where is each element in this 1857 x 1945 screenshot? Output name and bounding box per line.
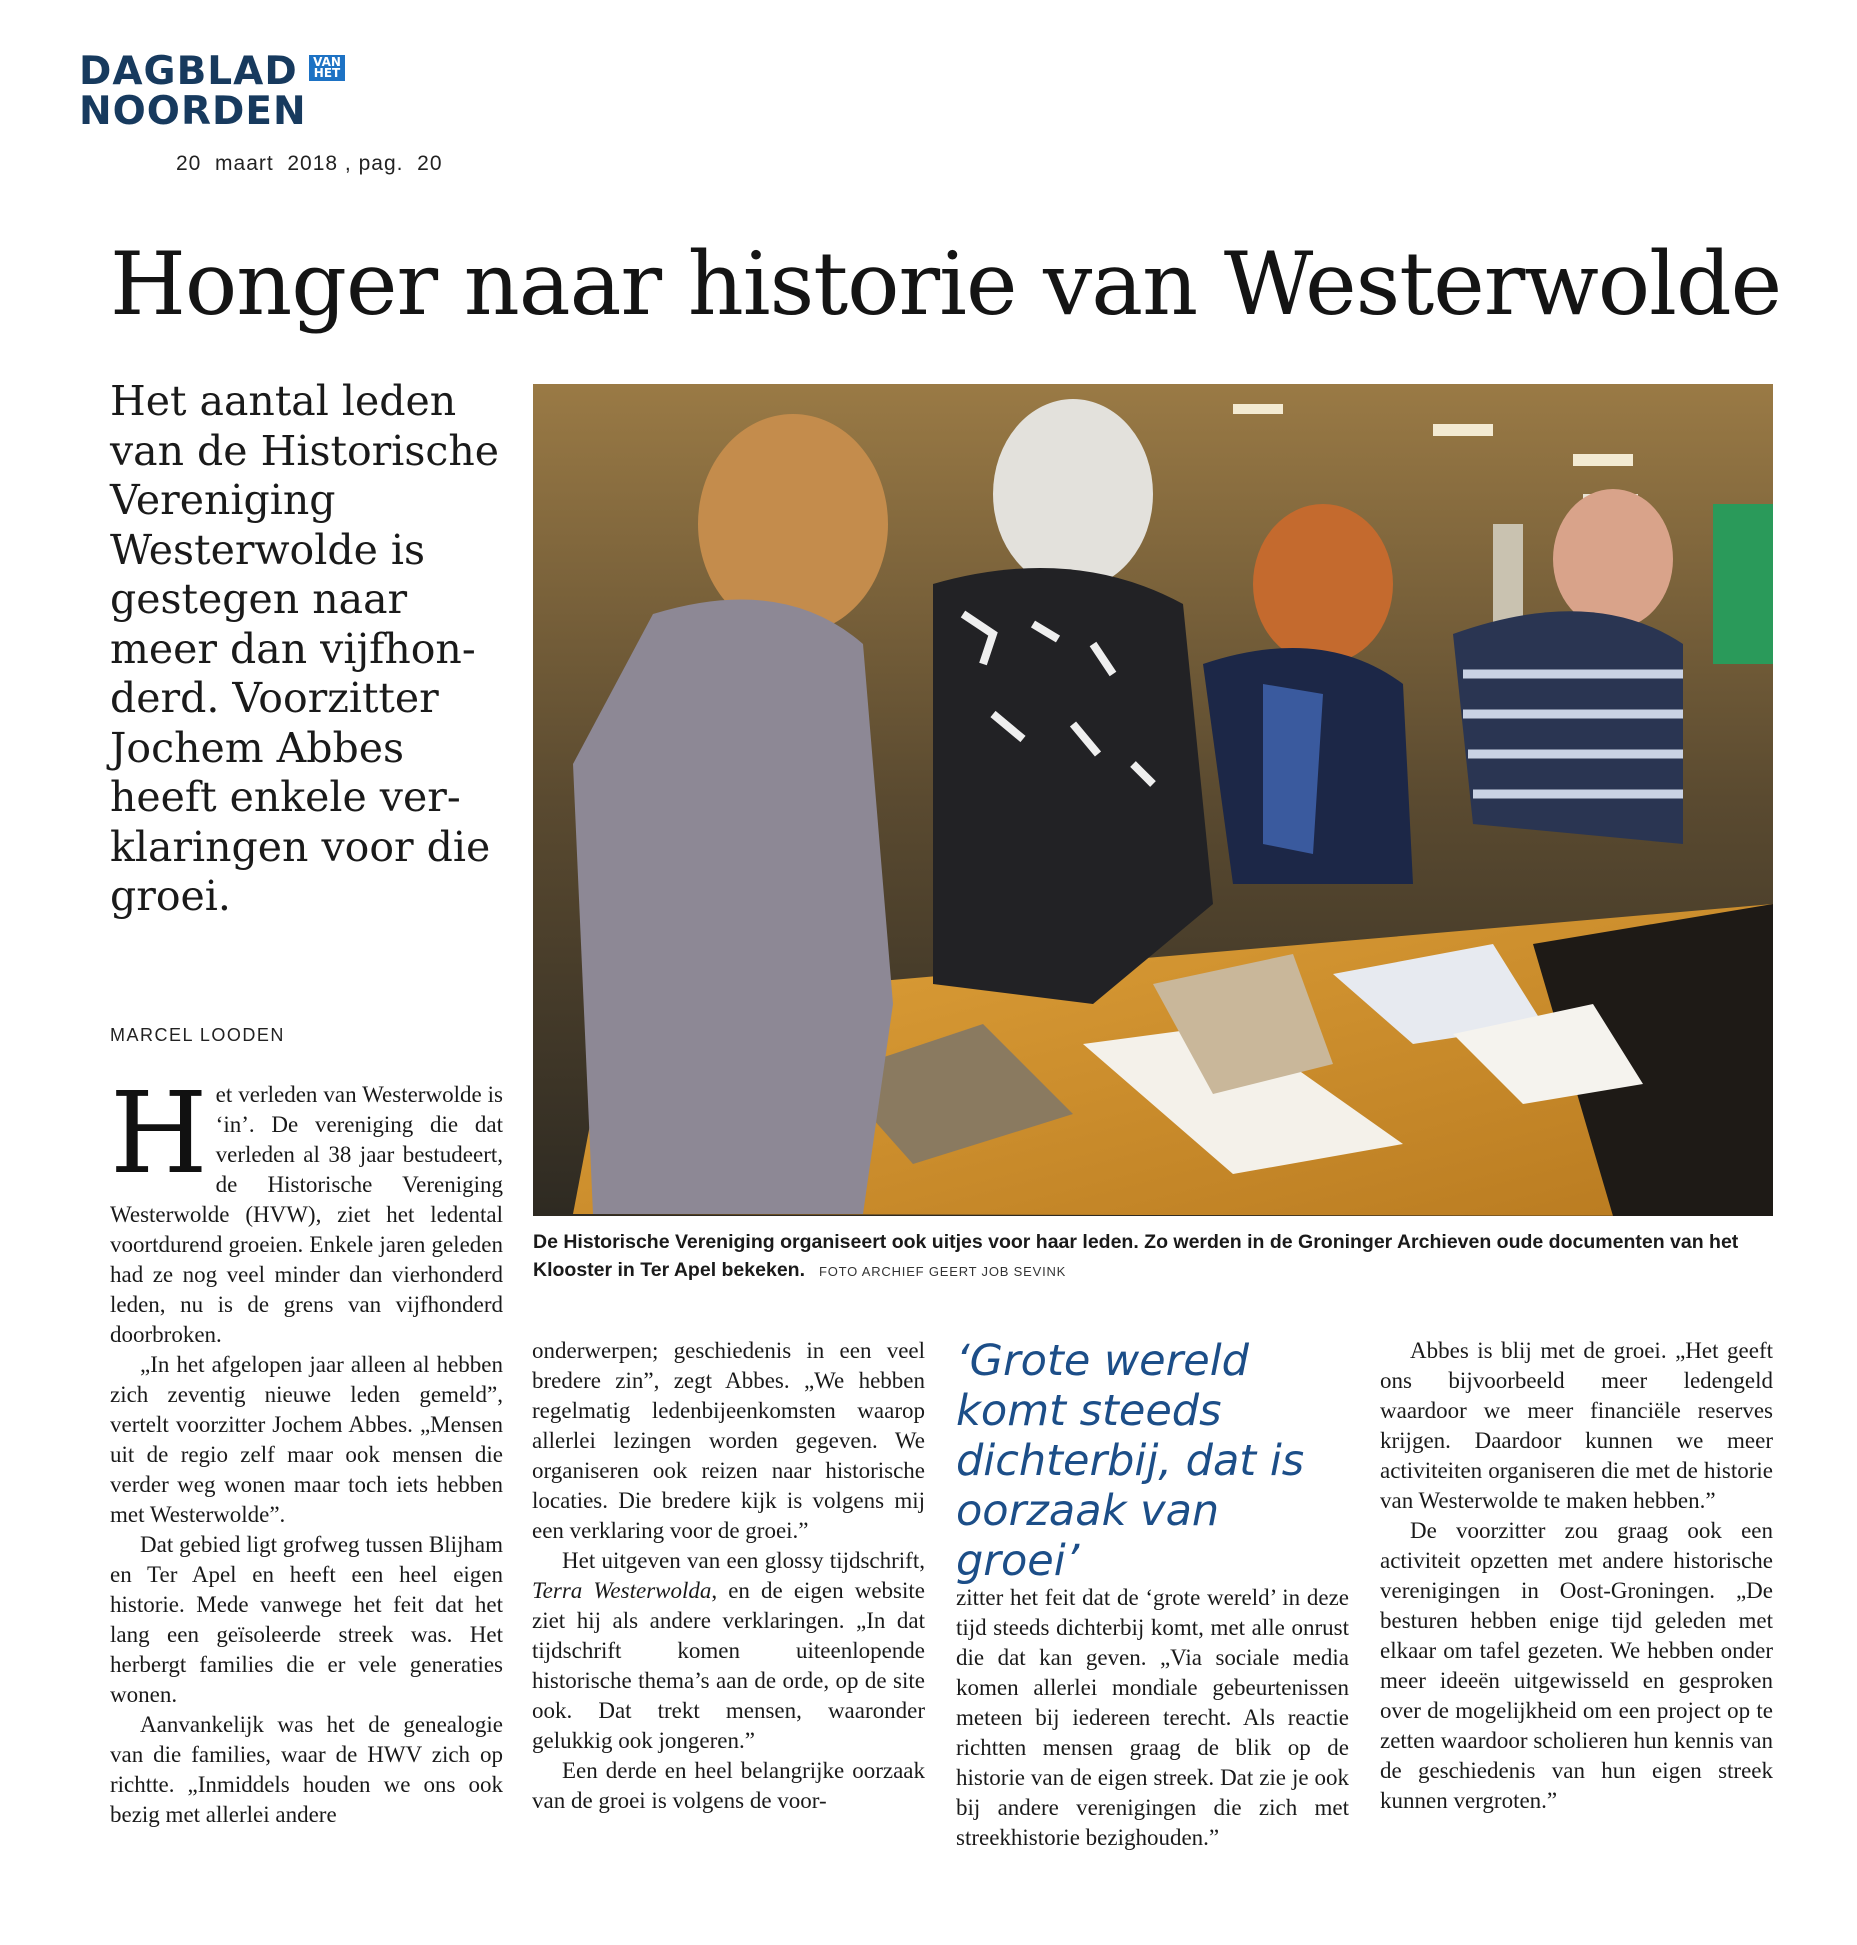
paragraph: Abbes is blij met de groei. „Het geeft ons bijvoorbeeld meer ledengeld waardoor we meer financiële reserves krijgen. Daardoor kunnen we meer activiteiten organiseren die met de historie van Westerwolde te maken hebben.” — [1380, 1338, 1773, 1513]
paragraph: Een derde en heel belangrijke oorzaak van de groei is volgens de voor- — [532, 1758, 925, 1813]
logo-badge: VAN HET — [309, 55, 345, 81]
paragraph: De voorzitter zou graag ook een activiteit opzetten met andere historische verenigingen in Oost-Groningen. „De besturen hebben enige tijd geleden met elkaar om tafel gezeten. We hebben onder meer ideeën uitgewisseld en gesproken over de mogelijkheid om een project op te zetten waardoor scholieren hun kennis van de geschiedenis van hun eigen streek kunnen vergroten.” — [1380, 1518, 1773, 1813]
drop-cap: H — [110, 1069, 208, 1199]
magazine-title: Terra Westerwolda — [532, 1578, 712, 1603]
photo-credit: FOTO ARCHIEF GEERT JOB SEVINK — [819, 1264, 1067, 1279]
newspaper-logo — [79, 49, 359, 134]
dateline: 20 maart 2018 , pag. 20 — [176, 152, 443, 175]
byline: MARCEL LOODEN — [110, 1025, 285, 1045]
paragraph: „In het afgelopen jaar alleen al hebben zich zeventig nieuwe leden gemeld”, vertelt voorzitter Jochem Abbes. „Mensen uit de regio zelf maar ook mensen die verder weg wonen maar toch iets hebben met Westerwolde”. — [110, 1352, 503, 1527]
paragraph-text: et verleden van Westerwolde is ‘in’. De vereniging die dat verleden al 38 jaar bestudeert, de Historische Vereniging Westerwolde (HVW), ziet het ledental voortdurend groeien. Enkele jaren geleden had ze nog veel minder dan vierhonderd leden, nu is de grens van vijfhonderd doorbroken. — [110, 1082, 503, 1347]
photo-caption — [533, 1228, 1773, 1286]
logo-line-2: NOORDEN — [79, 89, 307, 134]
article-column-2 — [532, 1336, 925, 1816]
paragraph — [110, 1069, 503, 1350]
photo-illustration — [533, 384, 1773, 1216]
article-column-3 — [956, 1583, 1349, 1853]
paragraph: Aanvankelijk was het de genealogie van die families, waar de HWV zich op richtte. „Inmiddels houden we ons ook bezig met allerlei andere — [110, 1712, 503, 1827]
article-intro: Het aantal leden van de Historische Vereniging Westerwolde is gestegen naar meer dan vijfhonderd. Voorzitter Jochem Abbes heeft enkele verklaringen voor die groei. — [110, 377, 500, 920]
paragraph: onderwerpen; geschiedenis in een veel bredere zin”, zegt Abbes. „We hebben regelmatig ledenbijeenkomsten waarop allerlei lezingen worden gegeven. We organiseren ook reizen naar historische locaties. Die bredere kijk is volgens mij een verklaring voor de groei.” — [532, 1338, 925, 1543]
paragraph: zitter het feit dat de ‘grote wereld’ in deze tijd steeds dichterbij komt, met alle onrust die dat kan geven. „Via sociale media komen allerlei mondiale gebeurtenissen meteen bij iedereen terecht. Als reactie richtten mensen graag de blik op de historie van de eigen streek. Dat zie je ook bij andere verenigingen die zich met streekhistorie bezighouden.” — [956, 1585, 1349, 1850]
article-column-1 — [110, 1069, 503, 1830]
pull-quote: ‘Grote wereld komt steeds dichterbij, dat is oorzaak van groei’ — [956, 1336, 1305, 1586]
paragraph: Dat gebied ligt grofweg tussen Blijham en Ter Apel en heeft een heel eigen historie. Mede vanwege het feit dat het lang een geïsoleerde streek was. Het herbergt families die er vele generaties wonen. — [110, 1532, 503, 1707]
article-column-4 — [1380, 1336, 1773, 1816]
caption-text: De Historische Vereniging organiseert ook uitjes voor haar leden. Zo werden in de Groninger Archieven oude documenten van het Klooster in Ter Apel bekeken. — [533, 1231, 1739, 1281]
article-photo — [533, 384, 1773, 1216]
paragraph: Het uitgeven van een glossy tijdschrift, Terra Westerwolda, en de eigen website ziet hij als andere verklaringen. „In dat tijdschrift komen uiteenlopende historische thema’s aan de orde, op de site ook. Dat trekt mensen, waaronder gelukkig ook jongeren.” — [532, 1548, 925, 1753]
logo-line-1: DAGBLAD — [79, 49, 298, 94]
article-headline: Honger naar historie van Westerwolde — [110, 233, 1782, 335]
